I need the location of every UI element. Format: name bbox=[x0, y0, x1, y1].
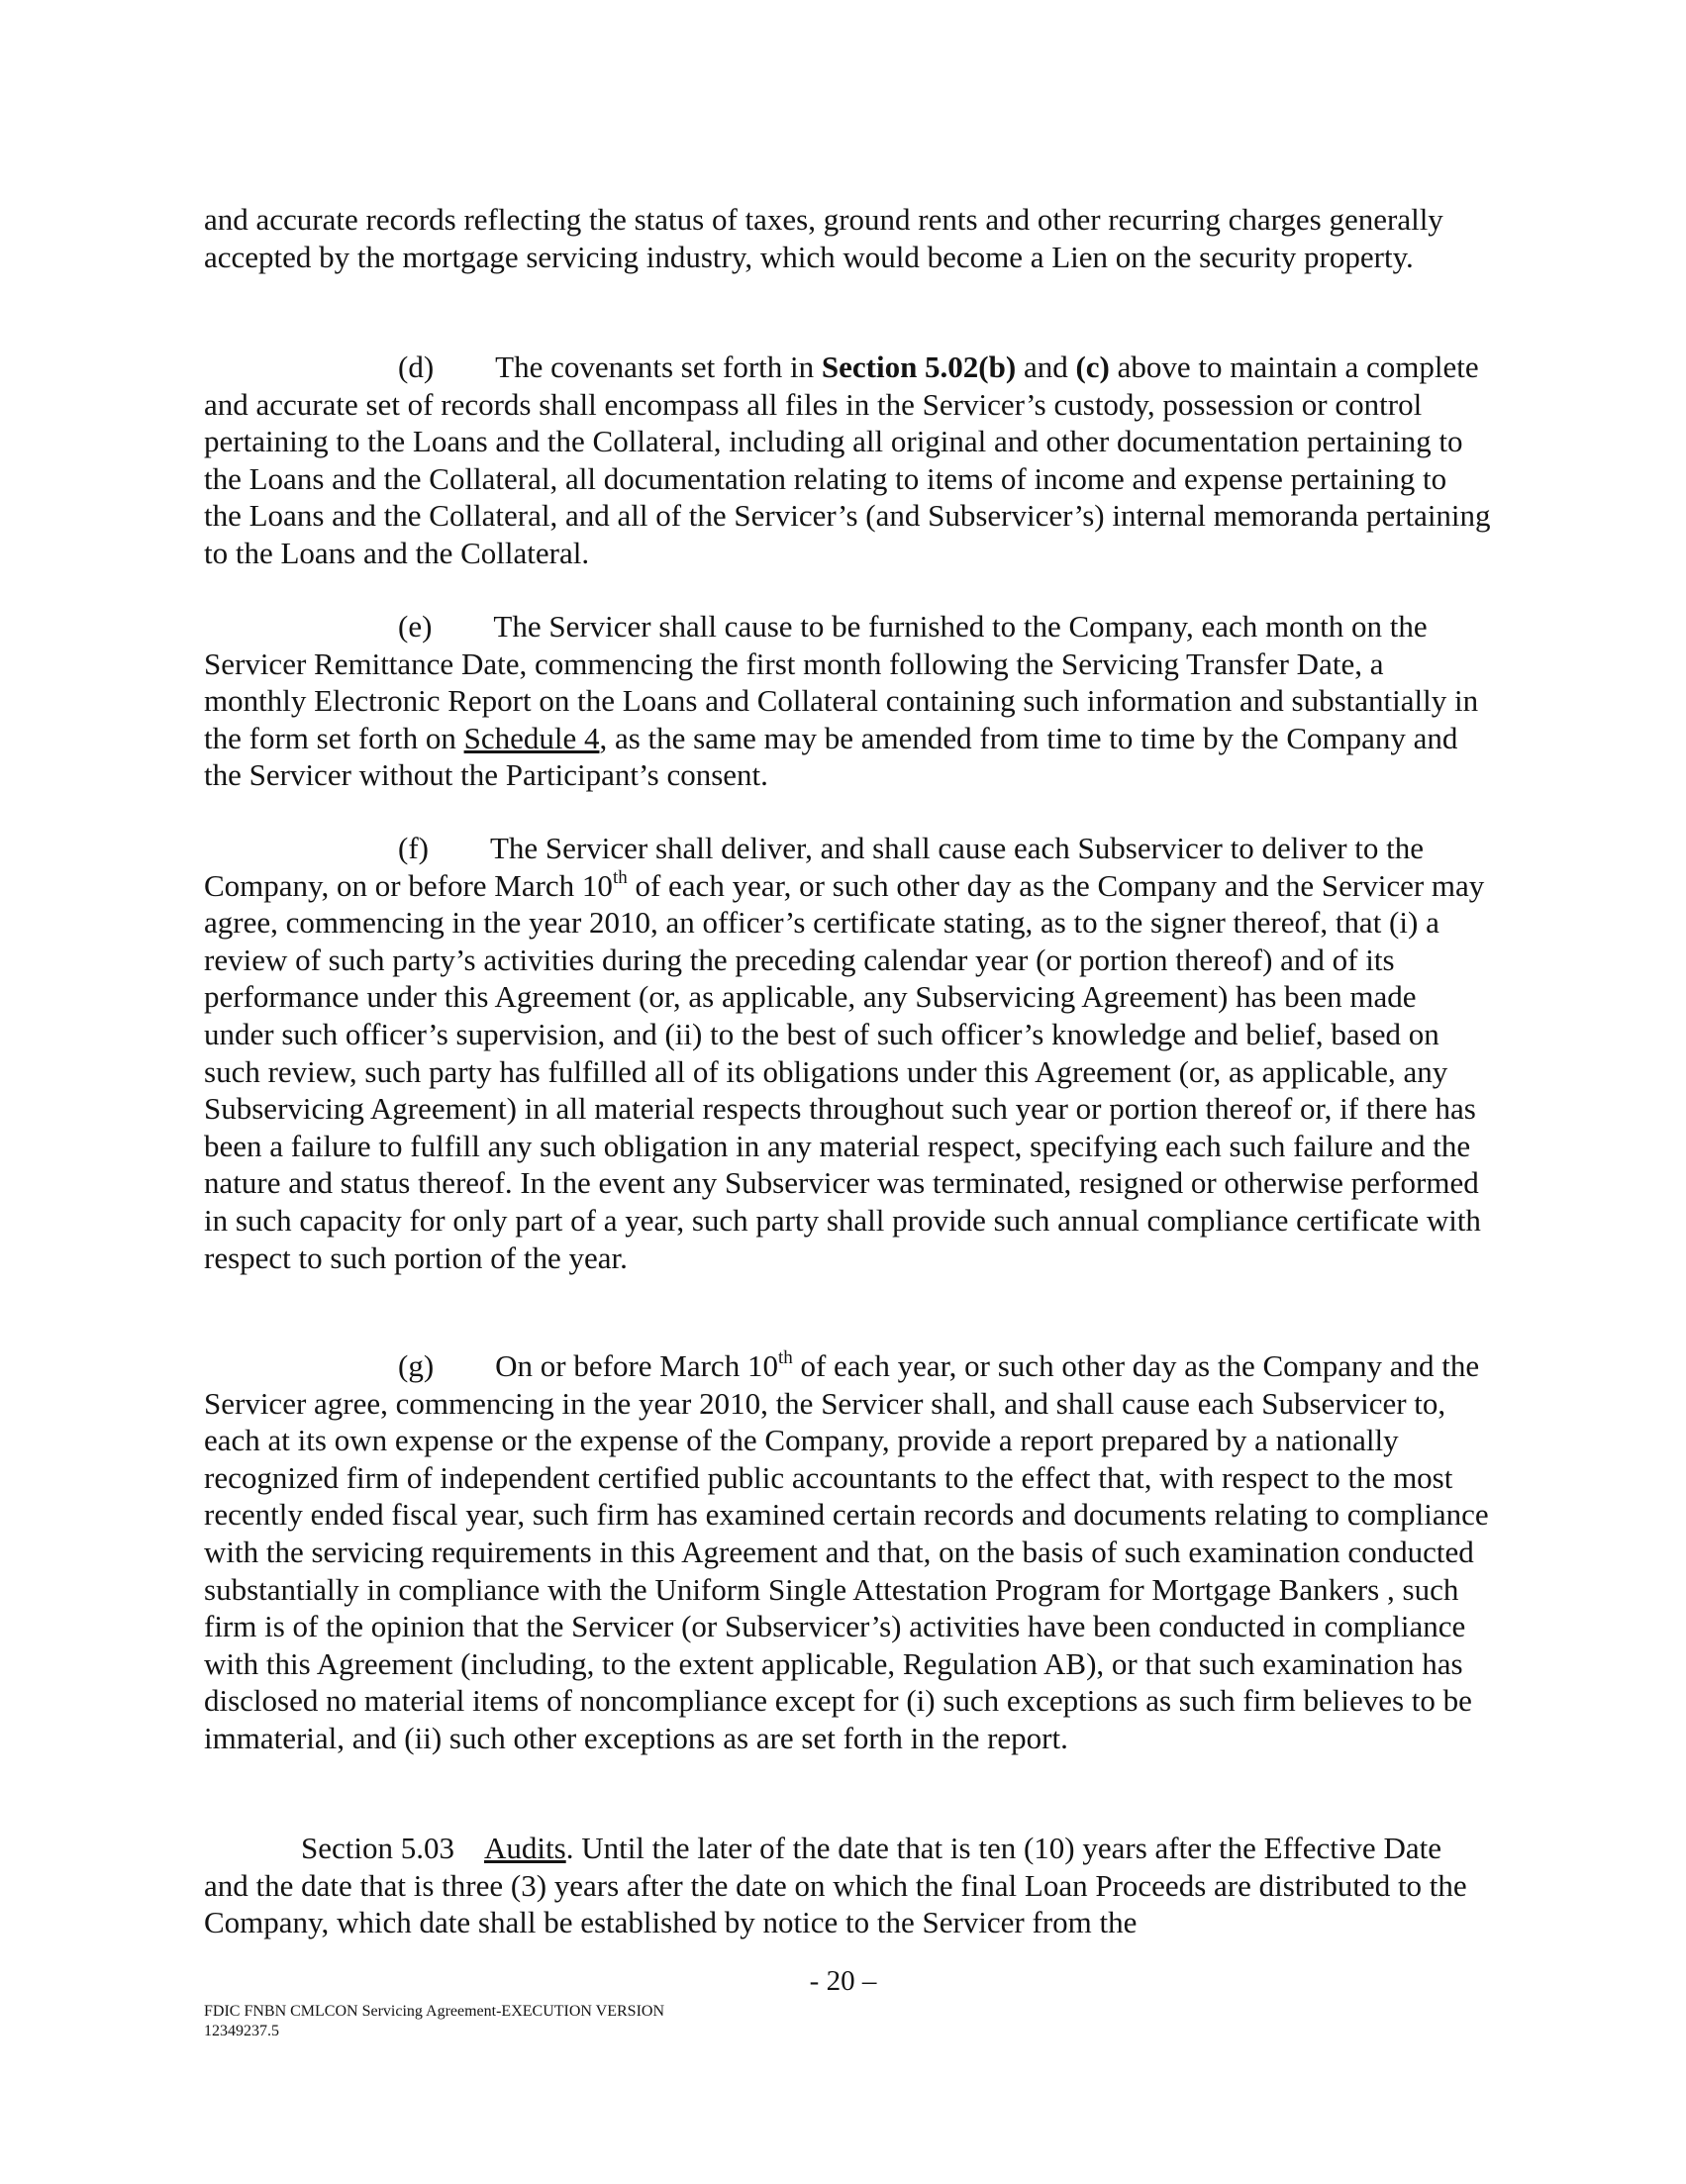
ordinal-superscript: th bbox=[777, 1347, 793, 1368]
ordinal-superscript: th bbox=[612, 866, 628, 888]
footer-doc-id: 12349237.5 bbox=[204, 2023, 279, 2039]
section-5-03-text: . Until the later of the date that is ten (10) years after the Effective Date and the date that is three (3) years after the date on which the final Loan Proceeds are distributed to the Company, which date shall be established by notice to the Servicer from the bbox=[204, 1831, 1467, 1940]
paragraph-d bbox=[204, 348, 1491, 572]
paragraph-g-label: (g) bbox=[398, 1348, 435, 1383]
paragraph-g-text-2: of each year, or such other day as the Company and the Servicer agree, commencing in the year 2010, the Servicer shall, and shall cause each Subservicer to, each at its own expense or the expense of the Company, provide a report prepared by a nationally recognized firm of independent certified public accountants to the effect that, with respect to the most recently ended fiscal year, such firm has examined certain records and documents relating to compliance with the servicing requirements in this Agreement and that, on the basis of such examination conducted substantially in compliance with the Uniform Single Attestation Program for Mortgage Bankers , such firm is of the opinion that the Servicer (or Subservicer’s) activities have been conducted in compliance with this Agreement (including, to the extent applicable, Regulation AB), or that such examination has disclosed no material items of noncompliance except for (i) such exceptions as such firm believes to be immaterial, and (ii) such other exceptions as are set forth in the report. bbox=[204, 1348, 1489, 1755]
section-5-03-label: Section 5.03 bbox=[301, 1831, 454, 1865]
paragraph-f-text: The Servicer shall deliver, and shall cause each Subservicer to deliver to the Company, on or before March 10 bbox=[204, 831, 1425, 903]
paragraph-g-text: On or before March 10 bbox=[495, 1348, 778, 1383]
section-ref-5-02b: Section 5.02(b) bbox=[821, 349, 1017, 384]
section-5-03 bbox=[204, 1830, 1491, 1941]
paragraph-d-text: The covenants set forth in bbox=[495, 349, 822, 384]
paragraph-f-text-2: of each year, or such other day as the Company and the Servicer may agree, commencing in the year 2010, an officer’s certificate stating, as to the signer thereof, that (i) a review of such party’s activities during the preceding calendar year (or portion thereof) and of its performance under this Agreement (or, as applicable, any Subservicing Agreement) has been made under such officer’s supervision, and (ii) to the best of such officer’s knowledge and belief, based on such review, such party has fulfilled all of its obligations under this Agreement (or, as applicable, any Subservicing Agreement) in all material respects throughout such year or portion thereof or, if there has been a failure to fulfill any such obligation in any material respect, specifying each such failure and the nature and status thereof. In the event any Subservicer was terminated, resigned or otherwise performed in such capacity for only part of a year, such party shall provide such annual compliance certificate with respect to such portion of the year. bbox=[204, 867, 1485, 1275]
section-ref-c: (c) bbox=[1075, 349, 1110, 384]
paragraph-d-text-3: above to maintain a complete and accurate set of records shall encompass all files in the Servicer’s custody, possession or control pertaining to the Loans and the Collateral, including all original and other documentation pertaining to the Loans and the Collateral, all documentation relating to items of income and expense pertaining to the Loans and the Collateral, and all of the Servicer’s (and Subservicer’s) internal memoranda pertaining to the Loans and the Collateral. bbox=[204, 349, 1491, 570]
paragraph-d-text-2: and bbox=[1016, 349, 1076, 384]
paragraph-e bbox=[204, 608, 1491, 794]
footer-title: FDIC FNBN CMLCON Servicing Agreement-EXECUTION VERSION bbox=[204, 2003, 665, 2020]
document-footer bbox=[204, 2002, 664, 2041]
paragraph-e-text: The Servicer shall cause to be furnished to the Company, each month on the Servicer Remittance Date, commencing the first month following the Servicing Transfer Date, a monthly Electronic Report on the Loans and Collateral containing such information and substantially in the form set forth on bbox=[204, 609, 1479, 755]
paragraph-f bbox=[204, 830, 1491, 1276]
paragraph-e-label: (e) bbox=[398, 609, 433, 644]
schedule-4-reference: Schedule 4 bbox=[463, 720, 600, 755]
paragraph-c-text: and accurate records reflecting the status of taxes, ground rents and other recurring charges generally accepted by the mortgage servicing industry, which would become a Lien on the security property. bbox=[204, 202, 1443, 274]
paragraph-f-label: (f) bbox=[398, 831, 429, 865]
page-number: - 20 – bbox=[809, 1965, 877, 1997]
paragraph-c-continuation bbox=[204, 201, 1491, 275]
paragraph-d-label: (d) bbox=[398, 349, 435, 384]
paragraph-e-text-2: , as the same may be amended from time to time by the Company and the Servicer without the Participant’s consent. bbox=[204, 720, 1458, 793]
section-5-03-heading: Audits bbox=[484, 1831, 566, 1865]
paragraph-g bbox=[204, 1347, 1491, 1757]
